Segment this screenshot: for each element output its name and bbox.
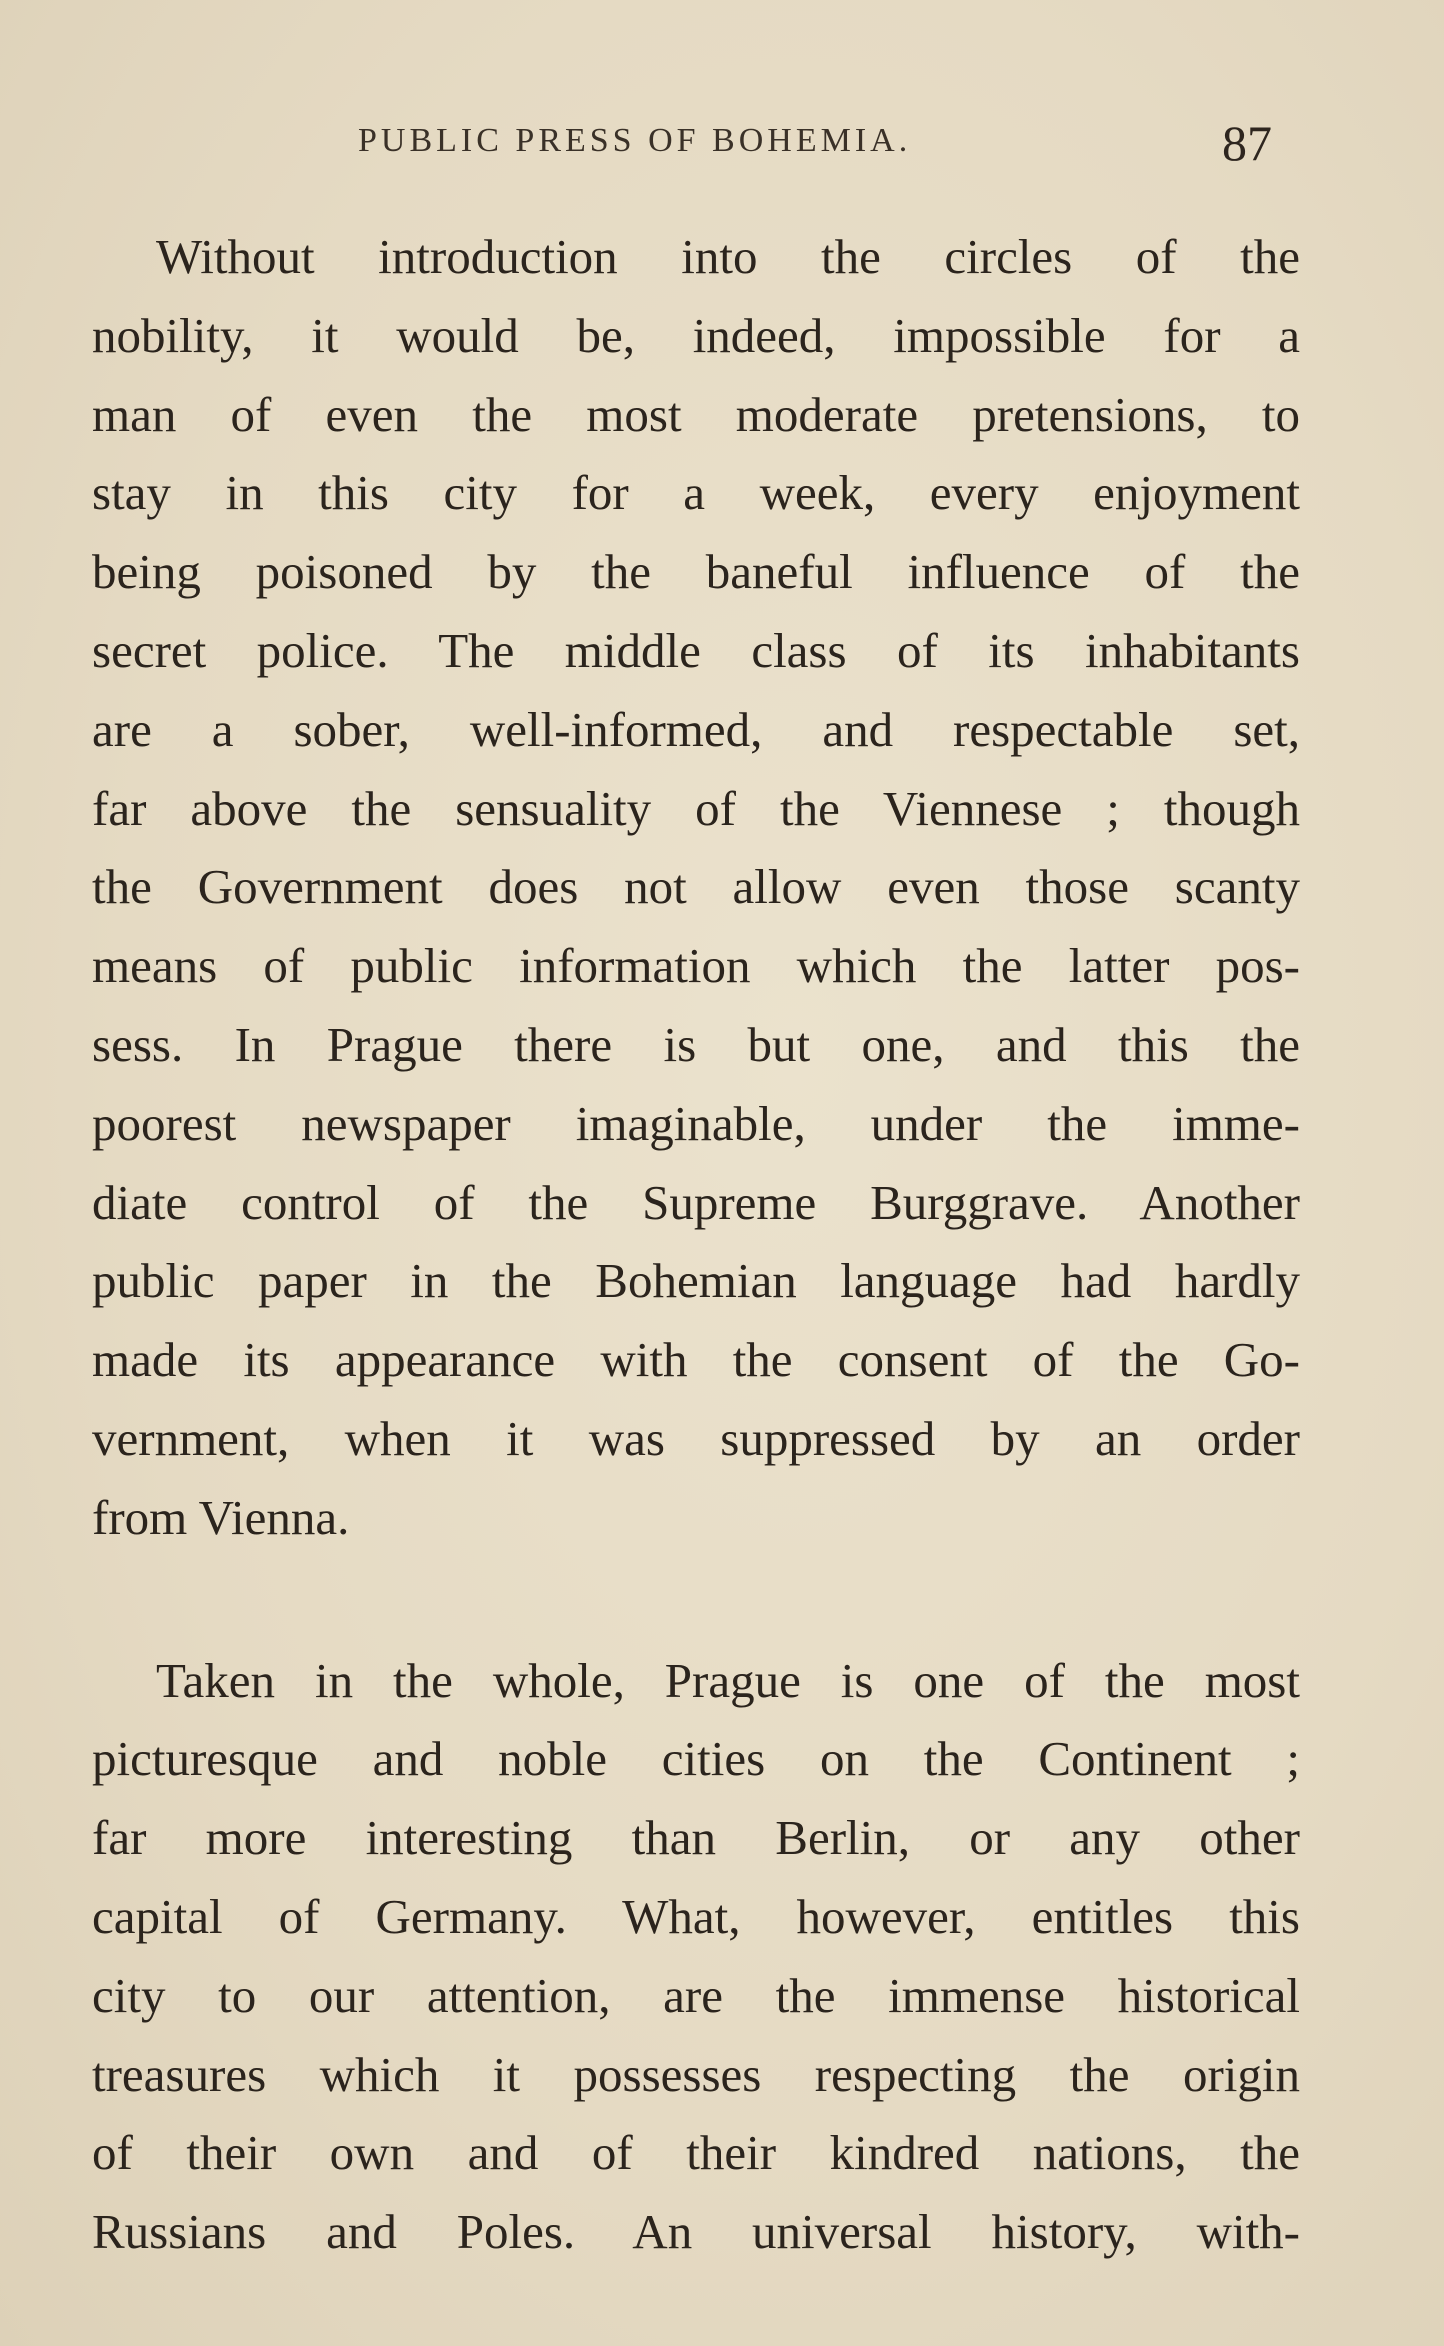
text-line: diate control of the Supreme Burggrave. Another — [92, 1174, 1300, 1230]
text-line: are a sober, well-informed, and respectable set, — [92, 701, 1300, 757]
body-text — [92, 218, 1300, 2272]
paragraph-2 — [92, 1642, 1300, 2272]
text-line: being poisoned by the baneful influence of the — [92, 544, 1300, 600]
text-line: of their own and of their kindred nations, the — [92, 2125, 1300, 2181]
text-line: Without introduction into the circles of the — [156, 229, 1300, 284]
text-line: from Vienna. — [92, 1489, 350, 1545]
text-line: secret police. The middle class of its inhabitants — [92, 622, 1300, 678]
running-title: PUBLIC PRESS OF BOHEMIA. — [358, 122, 912, 159]
page-number: 87 — [1222, 115, 1272, 171]
text-line: treasures which it possesses respecting the origin — [92, 2046, 1300, 2102]
text-line: made its appearance with the consent of the Go- — [92, 1332, 1300, 1388]
text-line: nobility, it would be, indeed, impossible for a — [92, 307, 1300, 363]
text-line: man of even the most moderate pretensions, to — [92, 386, 1300, 442]
paragraph-1 — [92, 218, 1300, 1558]
text-line: city to our attention, are the immense historical — [92, 1967, 1300, 2023]
text-line: picturesque and noble cities on the Continent ; — [92, 1731, 1300, 1787]
text-line: Taken in the whole, Prague is one of the most — [156, 1652, 1300, 1708]
text-line: far more interesting than Berlin, or any other — [92, 1810, 1300, 1866]
text-line: far above the sensuality of the Viennese ; though — [92, 780, 1300, 836]
text-line: stay in this city for a week, every enjoyment — [92, 465, 1300, 521]
text-line: capital of Germany. What, however, entitles this — [92, 1888, 1300, 1944]
text-line: public paper in the Bohemian language had hardly — [92, 1253, 1300, 1309]
text-line: means of public information which the latter pos- — [92, 938, 1300, 994]
text-line: the Government does not allow even those scanty — [92, 859, 1300, 915]
text-line: Russians and Poles. An universal history, with- — [92, 2204, 1300, 2260]
running-head — [0, 115, 1444, 178]
text-line: poorest newspaper imaginable, under the imme- — [92, 1095, 1300, 1151]
text-line: sess. In Prague there is but one, and this the — [92, 1016, 1300, 1072]
text-line: vernment, when it was suppressed by an order — [92, 1410, 1300, 1466]
